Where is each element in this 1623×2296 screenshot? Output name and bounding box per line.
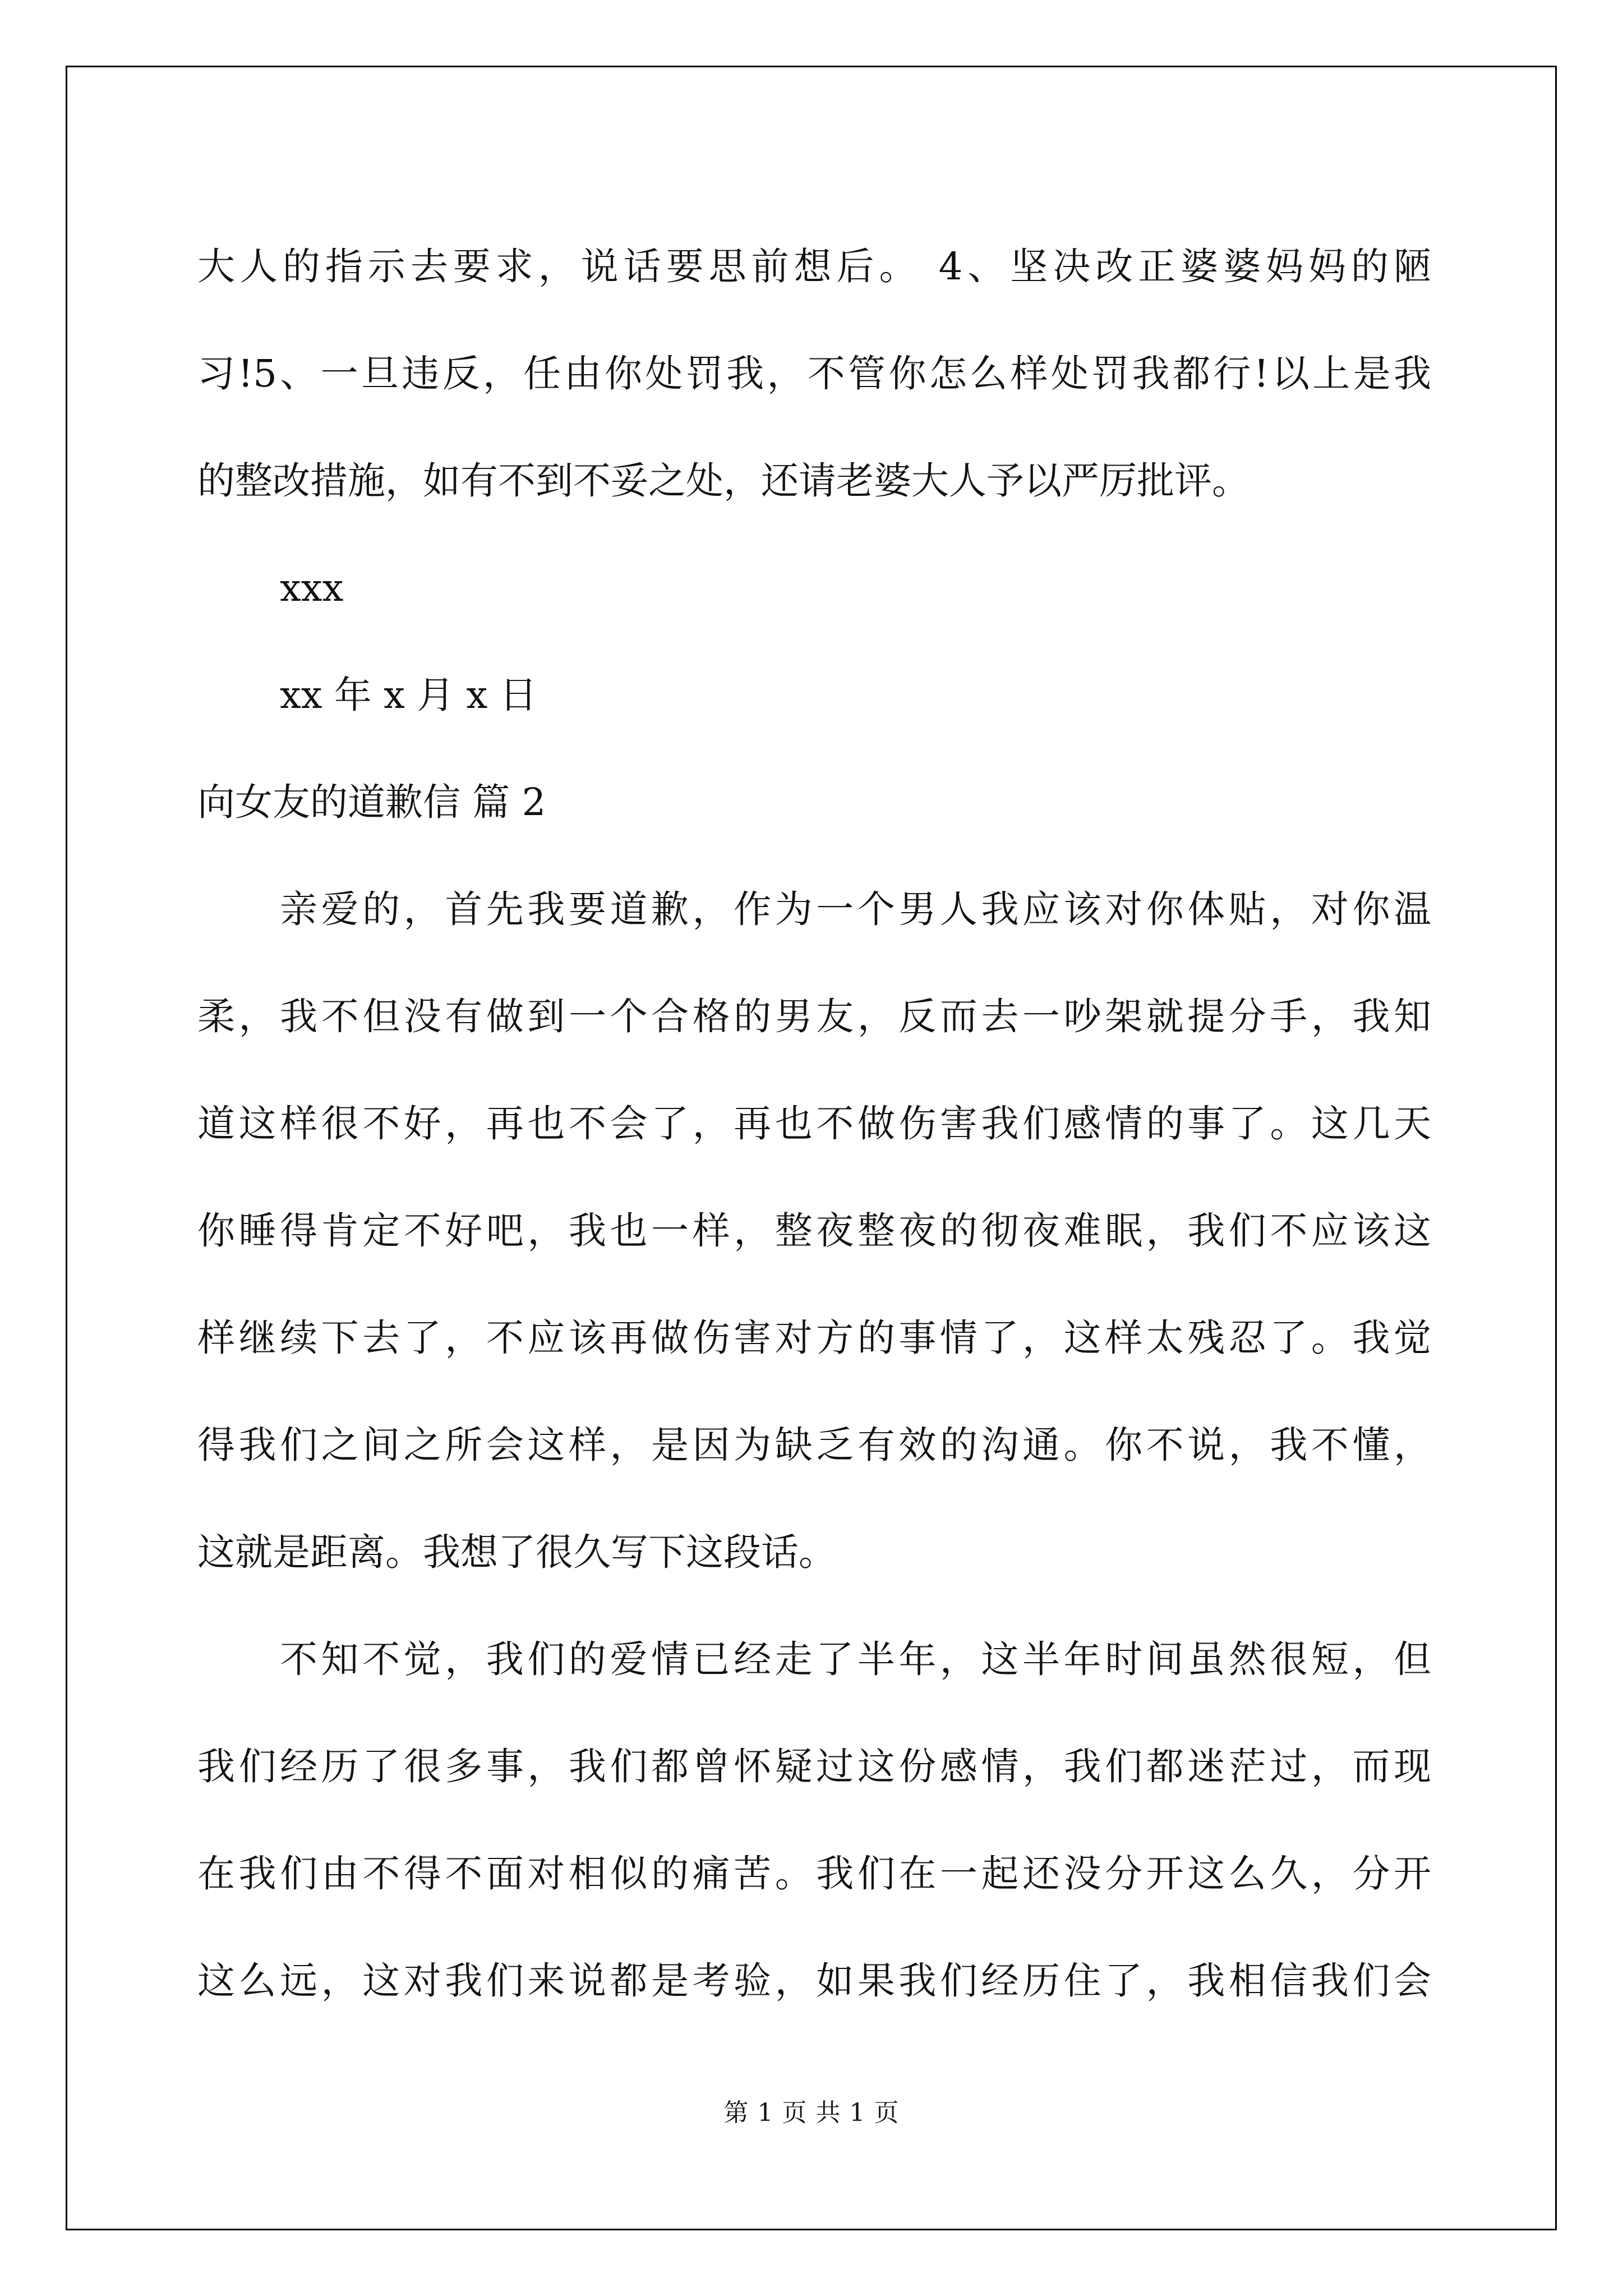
text-line: 在我们由不得不面对相似的痛苦。我们在一起还没分开这么久，分开 xyxy=(197,1852,1431,1895)
signature-name: xxx xyxy=(280,566,344,610)
section-heading: 向女友的道歉信 篇 2 xyxy=(197,780,546,824)
text-line: 你睡得肯定不好吧，我也一样，整夜整夜的彻夜难眠，我们不应该这 xyxy=(197,1209,1431,1253)
signature-date: xx 年 x 月 x 日 xyxy=(280,673,537,717)
text-line: 大人的指示去要求，说话要思前想后。 4、坚决改正婆婆妈妈的陋 xyxy=(197,245,1431,288)
text-line: 柔，我不但没有做到一个合格的男友，反而去一吵架就提分手，我知 xyxy=(197,995,1431,1038)
text-line: 这就是距离。我想了很久写下这段话。 xyxy=(197,1530,836,1574)
text-line: 我们经历了很多事，我们都曾怀疑过这份感情，我们都迷茫过，而现 xyxy=(197,1745,1431,1788)
text-line: 这么远，这对我们来说都是考验，如果我们经历住了，我相信我们会 xyxy=(197,1959,1431,2003)
text-line: 样继续下去了，不应该再做伤害对方的事情了，这样太残忍了。我觉 xyxy=(197,1316,1431,1360)
document-body xyxy=(197,213,1431,2035)
page-footer: 第 1 页 共 1 页 xyxy=(723,2099,900,2127)
text-line: 亲爱的，首先我要道歉，作为一个男人我应该对你体贴，对你温 xyxy=(280,887,1431,931)
text-line: 得我们之间之所会这样，是因为缺乏有效的沟通。你不说，我不懂， xyxy=(197,1423,1431,1467)
text-line: 习!5、一旦违反，任由你处罚我，不管你怎么样处罚我都行!以上是我 xyxy=(197,352,1431,395)
text-line: 道这样很不好，再也不会了，再也不做伤害我们感情的事了。这几天 xyxy=(197,1102,1431,1145)
text-line: 不知不觉，我们的爱情已经走了半年，这半年时间虽然很短，但 xyxy=(280,1637,1431,1681)
text-line: 的整改措施，如有不到不妥之处，还请老婆大人予以严厉批评。 xyxy=(197,459,1249,503)
